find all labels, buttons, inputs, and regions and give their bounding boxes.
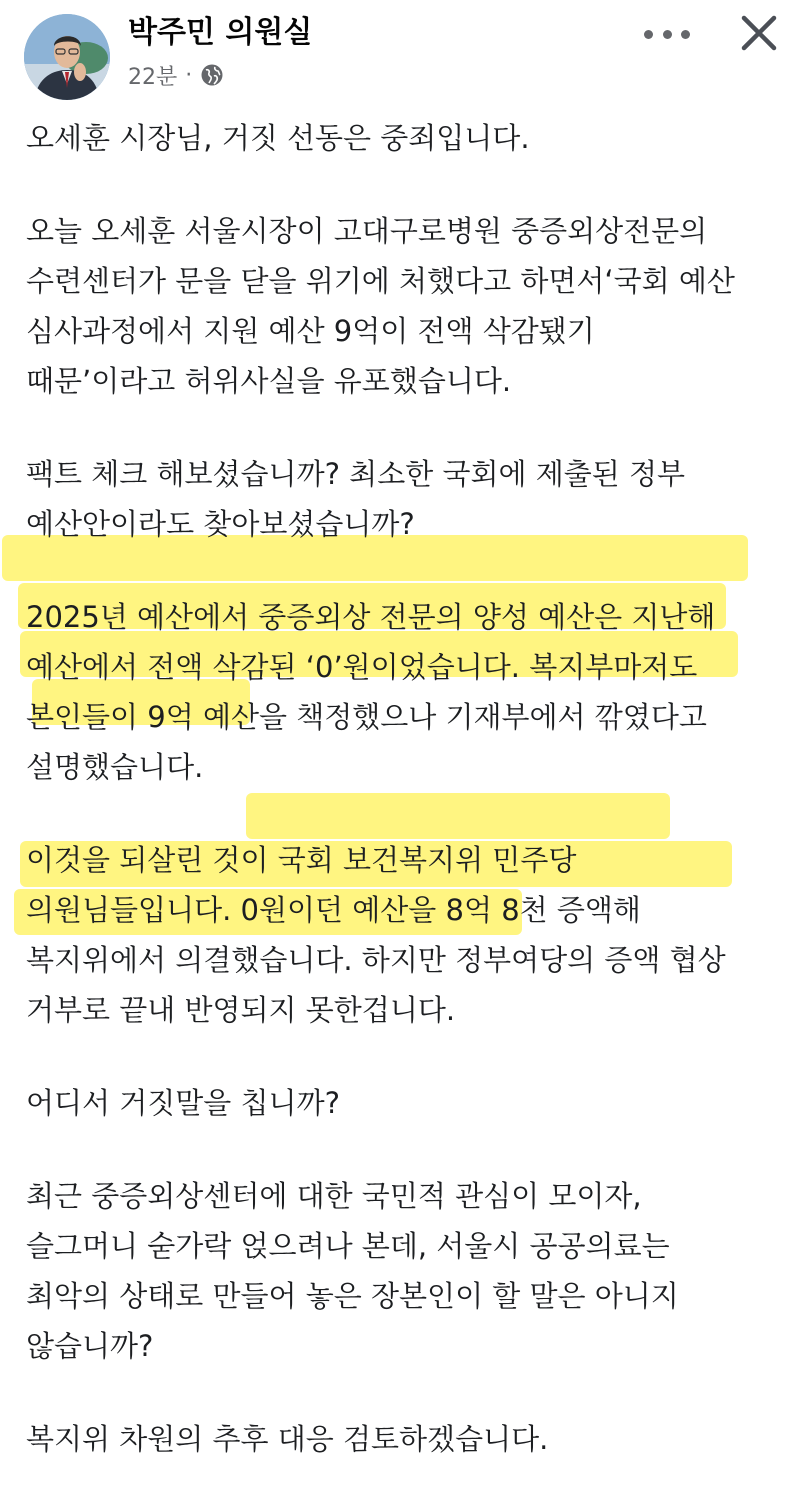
text-line: 오세훈 시장님, 거짓 선동은 중죄입니다. (26, 121, 530, 155)
text-line: 오늘 오세훈 서울시장이 고대구로병원 중증외상전문의 (26, 214, 708, 248)
text-line: 어디서 거짓말을 칩니까? (26, 1086, 340, 1120)
post-text (26, 113, 786, 1464)
text-line: 본인들이 9억 예산을 책정했으나 기재부에서 깎였다고 (26, 700, 707, 734)
paragraph (26, 113, 786, 163)
more-options-button[interactable] (644, 22, 690, 46)
post-header (0, 0, 800, 110)
text-line: 예산안이라도 찾아보셨습니까? (26, 507, 415, 541)
text-line: 심사과정에서 지원 예산 9억이 전액 삭감됐기 (26, 314, 595, 348)
text-line: 수련센터가 문을 닫을 위기에 처했다고 하면서‘국회 예산 (26, 264, 735, 298)
paragraph (26, 1078, 786, 1128)
paragraph (26, 1414, 786, 1464)
text-line: 복지위에서 의결했습니다. 하지만 정부여당의 증액 협상 (26, 943, 726, 977)
paragraph (26, 835, 786, 1035)
text-line: 슬그머니 숟가락 얹으려나 본데, 서울시 공공의료는 (26, 1229, 670, 1263)
close-button[interactable] (736, 10, 782, 56)
meta-separator: · (185, 62, 193, 88)
text-line: 의원님들입니다. 0원이던 예산을 8억 8천 증액해 (26, 893, 641, 927)
post-meta (128, 60, 224, 90)
text-line: 2025년 예산에서 중증외상 전문의 양성 예산은 지난해 (26, 600, 716, 634)
text-line: 거부로 끝내 반영되지 못한겁니다. (26, 993, 456, 1027)
page-name[interactable]: 박주민 의원실 (128, 15, 313, 50)
paragraph (26, 449, 786, 549)
text-line: 최근 중증외상센터에 대한 국민적 관심이 모이자, (26, 1179, 642, 1213)
text-line: 복지위 차원의 추후 대응 검토하겠습니다. (26, 1422, 549, 1456)
more-dot-icon (644, 30, 653, 39)
more-dot-icon (681, 30, 690, 39)
text-line: 않습니까? (26, 1329, 154, 1363)
globe-icon (200, 63, 224, 87)
post-time[interactable]: 22분 (128, 64, 178, 90)
more-dot-icon (663, 30, 672, 39)
close-icon (736, 10, 782, 56)
text-line: 최악의 상태로 만들어 놓은 장본인이 할 말은 아니지 (26, 1279, 679, 1313)
text-line: 이것을 되살린 것이 국회 보건복지위 민주당 (26, 843, 577, 877)
avatar[interactable] (24, 14, 110, 100)
paragraph (26, 206, 786, 406)
paragraph (26, 592, 786, 792)
text-line: 예산에서 전액 삭감된 ‘0’원이었습니다. 복지부마저도 (26, 650, 698, 684)
text-line: 팩트 체크 해보셨습니까? 최소한 국회에 제출된 정부 (26, 457, 685, 491)
text-line: 때문’이라고 허위사실을 유포했습니다. (26, 364, 512, 398)
paragraph (26, 1171, 786, 1371)
post-body (26, 113, 786, 1507)
text-line: 설명했습니다. (26, 750, 204, 784)
